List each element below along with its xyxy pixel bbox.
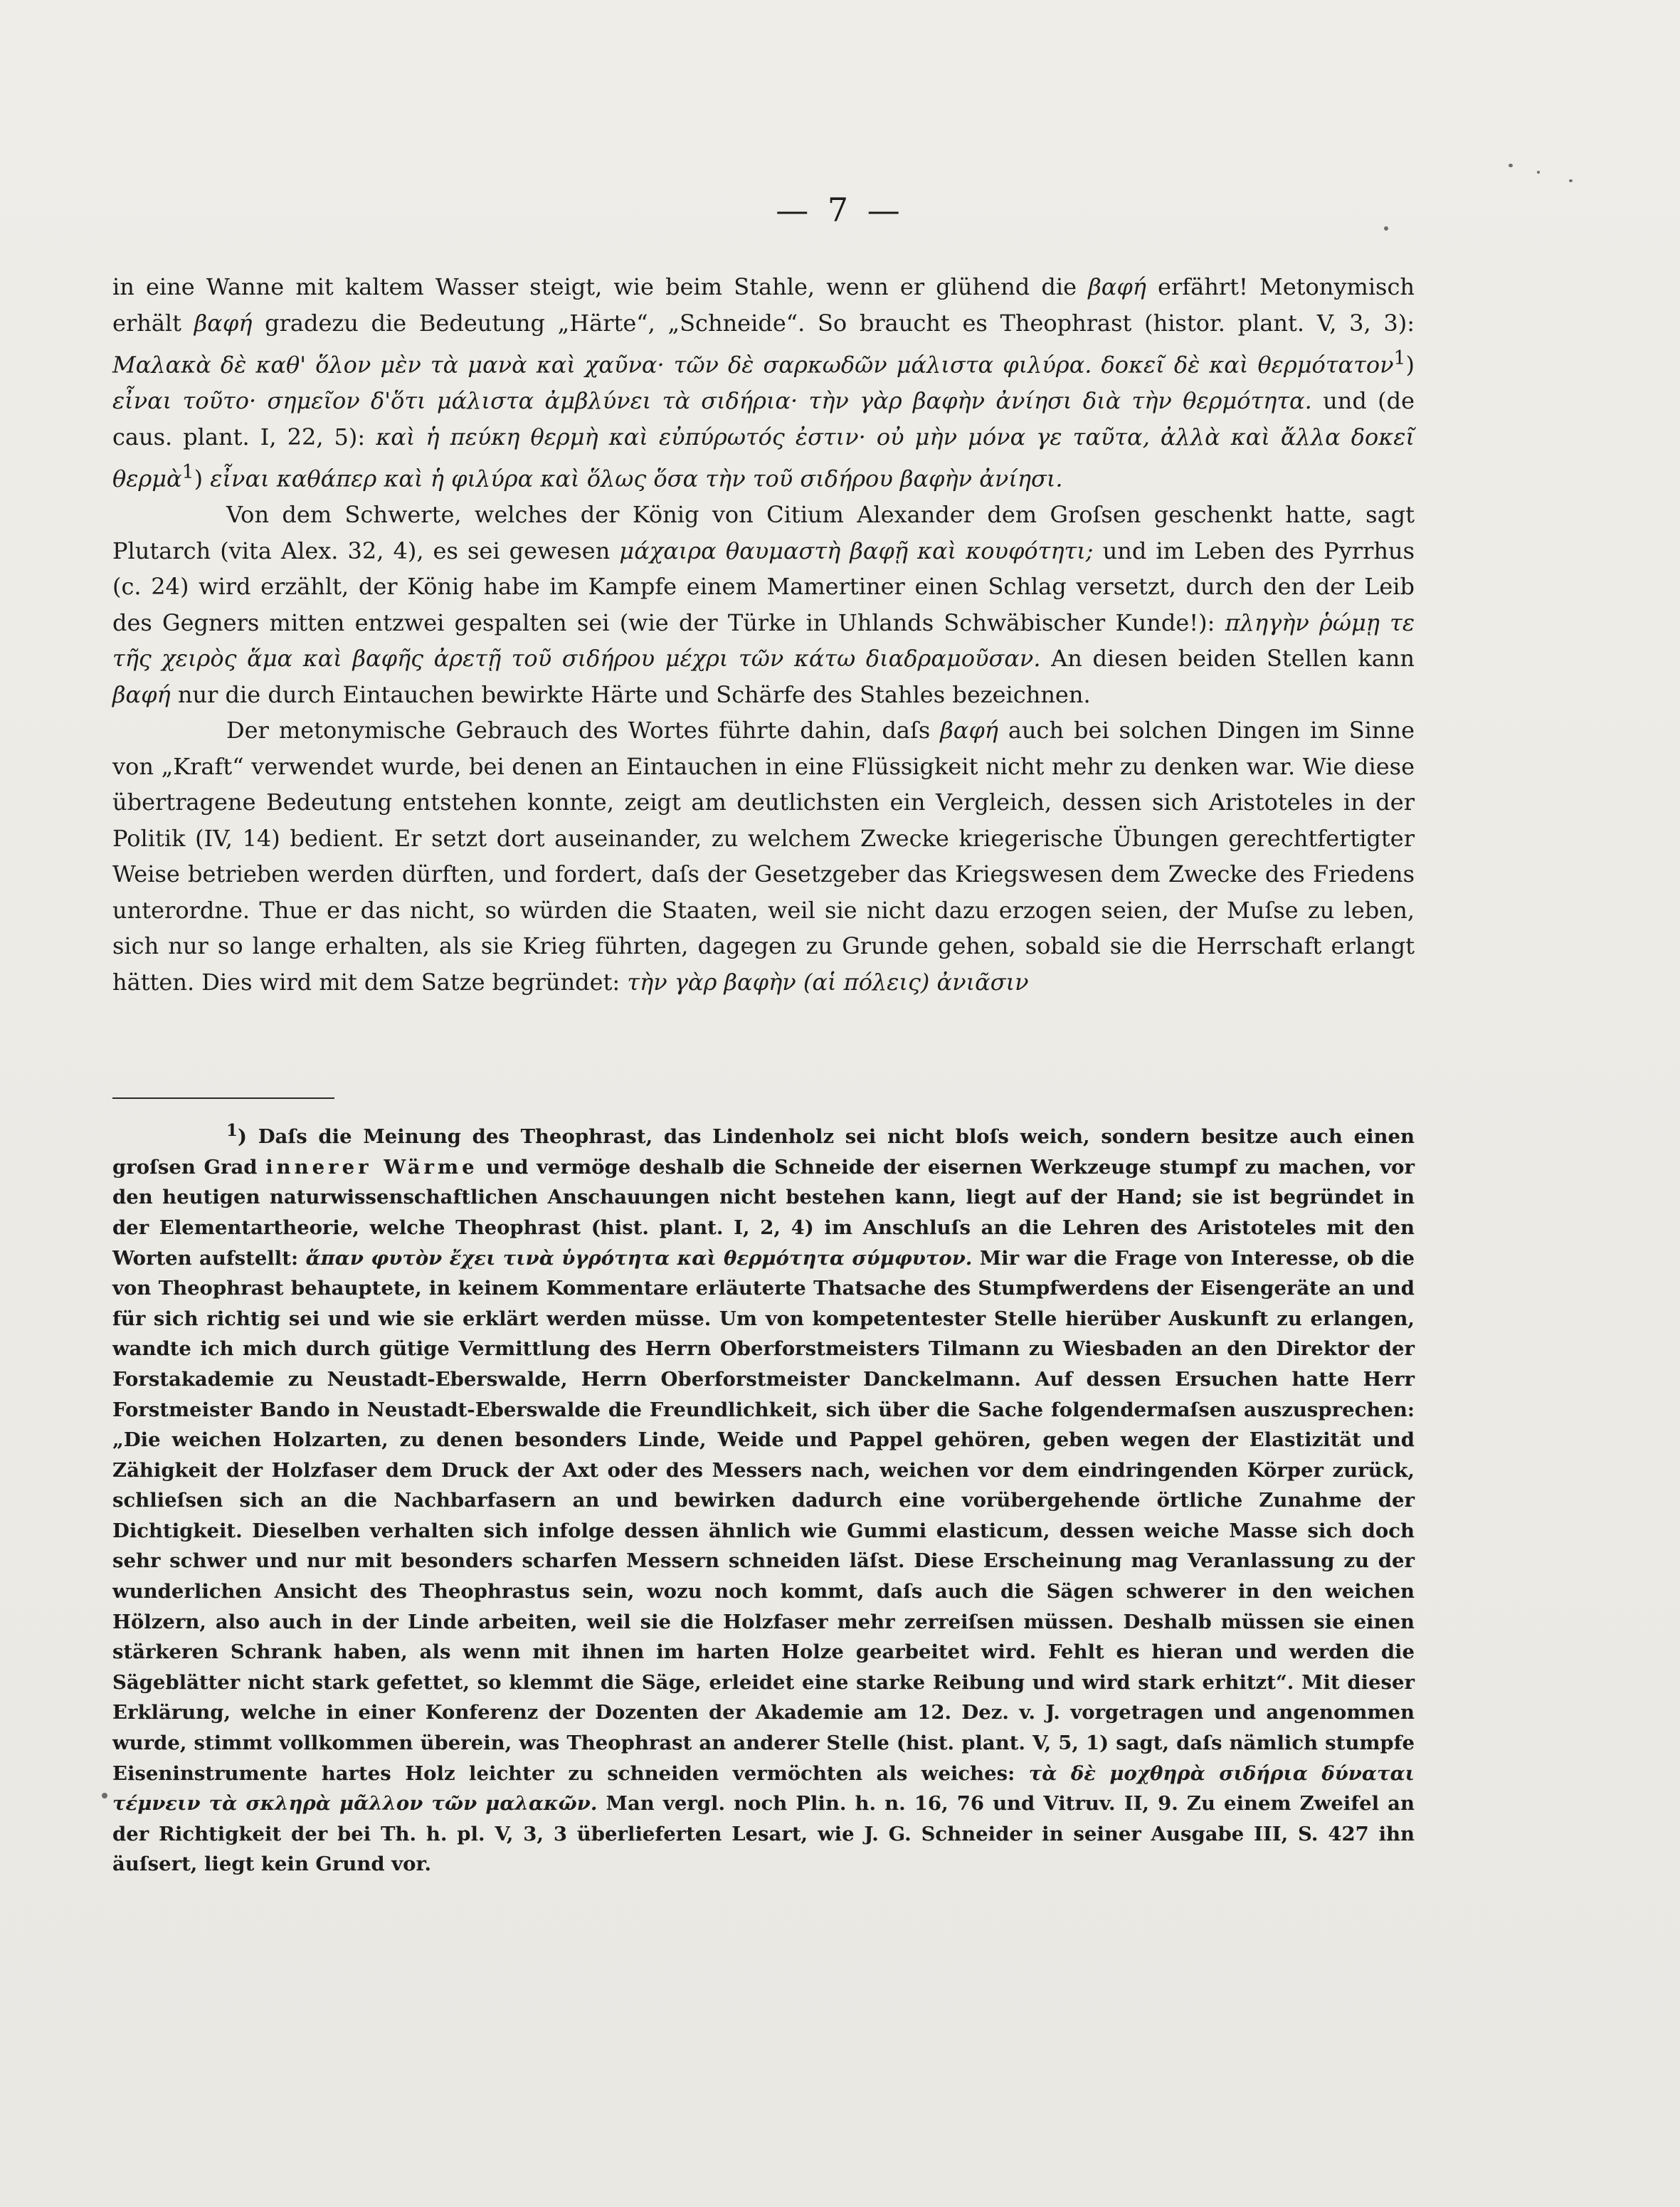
text-run: und vermöge deshalb die Schneide der eisernen Werkzeuge stumpf zu machen, vor den heutigen naturwissenschaftlichen Anschauungen nicht bestehen kann, liegt auf der Hand; sie ist begründet in der Elementartheorie, welche Theophrast (hist. plant. I, 2, 4) im Anschluſs an die Lehren des Aristoteles mit den Worten aufstellt: — [112, 1155, 1415, 1270]
greek-quote: τὴν γὰρ βαφὴν (αἱ πόλεις) ἀνιᾶσιν — [627, 968, 1029, 996]
text-run: ) — [1405, 351, 1415, 379]
greek-word: βαφή — [194, 309, 253, 337]
text-run: ) Daſs die Meinung des Theophrast, das Lindenholz sei nicht bloſs weich, sondern besitze auch einen groſsen Grad — [112, 1125, 1415, 1179]
text-run: Von dem Schwerte, welches der König von Citium Alexander dem Groſsen geschenkt hatte, sagt Plutarch (vita Alex. 32, 4), es sei gewesen — [112, 501, 1415, 564]
footnote-divider — [112, 1097, 334, 1099]
scan-speck — [1537, 171, 1540, 174]
text-run: nur die durch Eintauchen bewirkte Härte und Schärfe des Stahles bezeichnen. — [170, 680, 1091, 708]
paragraph-2 — [112, 497, 1415, 712]
greek-word: βαφή — [1088, 273, 1146, 300]
text-run: und (de caus. plant. I, 22, 5): — [112, 387, 1415, 451]
text-run: Mir war die Frage von Interesse, ob die von Theophrast behauptete, in keinem Kommentare erläuterte Thatsache des Stumpfwerdens der Eisengeräte an und für sich richtig sei und wie sie erklärt werden müsse. Um von kompetentester Stelle hierüber Auskunft zu erlangen, wandte ich mich durch gütige Vermittlung des Herrn Oberforstmeisters Tilmann zu Wiesbaden an den Direktor der Forstakademie zu Neustadt-Eberswalde, Herrn Oberforstmeister Danckelmann. Auf dessen Ersuchen hatte Herr Forstmeister Bando in Neustadt-Eberswalde die Freundlichkeit, sich über die Sache folgendermaſsen auszusprechen: „Die weichen Holzarten, zu denen besonders Linde, Weide und Pappel gehören, geben wegen der Elastizität und Zähigkeit der Holzfaser dem Druck der Axt oder des Messers nach, weichen vor dem eindringenden Körper zurück, schlieſsen sich an die Nachbarfasern an und bewirken dadurch eine vorübergehende örtliche Zunahme der Dichtigkeit. Dieselben verhalten sich infolge dessen ähnlich wie Gummi elasticum, dessen weiche Masse sich doch sehr schwer und nur mit besonders scharfen Messern schneiden läſst. Diese Erscheinung mag Veranlassung zu der wunderlichen Ansicht des Theophrastus sein, wozu noch kommt, daſs auch die Sägen schwerer in den weichen Hölzern, also auch in der Linde arbeiten, weil sie die Holzfaser mehr zerreiſsen müssen. Deshalb müssen sie einen stärkeren Schrank haben, als wenn mit ihnen im harten Holze gearbeitet wird. Fehlt es hieran und werden die Sägeblätter nicht stark gefettet, so klemmt die Säge, erleidet eine starke Reibung und wird stark erhitzt“. Mit dieser Erklärung, welche in einer Konferenz der Dozenten der Akademie am 12. Dez. v. J. vorgetragen und angenommen wurde, stimmt vollkommen überein, was Theophrast an anderer Stelle (hist. plant. V, 5, 1) sagt, daſs nämlich stumpfe Eiseninstrumente hartes Holz leichter zu schneiden vermöchten als weiches: — [112, 1246, 1415, 1785]
text-run: auch bei solchen Dingen im Sinne von „Kraft“ verwendet wurde, bei denen an Eintauchen in eine Flüssigkeit nicht mehr zu denken war. Wie diese übertragene Bedeutung entstehen konnte, zeigt am deutlichsten ein Vergleich, dessen sich Aristoteles in der Politik (IV, 14) bedient. Er setzt dort auseinander, zu welchem Zwecke kriegerische Übungen gerechtfertigter Weise betrieben werden dürften, und fordert, daſs der Gesetzgeber das Kriegswesen dem Zwecke des Friedens unterordne. Thue er das nicht, so würden die Staaten, weil sie nicht dazu erzogen seien, der Muſse zu leben, sich nur so lange erhalten, als sie Krieg führten, dagegen zu Grunde gehen, sobald sie die Herrschaft erlangt hätten. Dies wird mit dem Satze begründet: — [112, 717, 1415, 996]
page-number: — 7 — — [776, 191, 904, 229]
scan-speck — [102, 1793, 107, 1798]
greek-quote: ἅπαν φυτὸν ἔχει τινὰ ὑγρότητα καὶ θερμότητα σύμφυτον. — [305, 1246, 973, 1270]
greek-quote: εἶναι καθάπερ καὶ ἡ φιλύρα καὶ ὅλως ὅσα τὴν τοῦ σιδήρου βαφὴν ἀνίησι. — [210, 465, 1063, 493]
greek-quote: Μαλακὰ δὲ καθ' ὅλον μὲν τὰ μανὰ καὶ χαῦνα· τῶν δὲ σαρκωδῶν μάλιστα φιλύρα. δοκεῖ δὲ καὶ θερμότατον — [112, 351, 1394, 379]
text-run: erfährt! Metonymisch erhält — [112, 273, 1415, 337]
footnote-ref: 1 — [1393, 347, 1406, 369]
footnote-1 — [112, 1116, 1415, 1880]
text-run: in eine Wanne mit kaltem Wasser steigt, wie beim Stahle, wenn er glühend die — [112, 273, 1089, 300]
footnote-marker: 1 — [226, 1121, 238, 1140]
scan-speck — [1509, 164, 1513, 167]
greek-quote: τὰ δὲ μοχθηρὰ σιδήρια δύναται τέμνειν τὰ σκληρὰ μᾶλλον τῶν μαλακῶν. — [112, 1761, 1415, 1816]
footnote-section — [112, 1116, 1415, 1880]
text-run: Man vergl. noch Plin. h. n. 16, 76 und Vitruv. II, 9. Zu einem Zweifel an der Richtigkeit der bei Th. h. pl. V, 3, 3 überlieferten Lesart, wie J. G. Schneider in seiner Ausgabe III, S. 427 ihn äuſsert, liegt kein Grund vor. — [112, 1792, 1415, 1876]
text-run: und im Leben des Pyrrhus (c. 24) wird erzählt, der König habe im Kampfe einem Mamertiner einen Schlag versetzt, durch den der Leib des Gegners mitten entzwei gespalten sei (wie der Türke in Uhlands Schwäbischer Kunde!): — [112, 537, 1415, 636]
greek-word: βαφή — [940, 717, 998, 744]
emphasis-spaced: innerer Wärme — [265, 1155, 478, 1179]
footnote-ref: 1 — [181, 461, 194, 484]
paragraph-3 — [112, 712, 1415, 1000]
text-run: An diesen beiden Stellen kann — [1040, 645, 1415, 673]
paragraph-1 — [112, 269, 1415, 497]
greek-word: βαφή — [112, 680, 171, 708]
text-run: ) — [194, 465, 211, 493]
text-run: gradezu die Bedeutung „Härte“, „Schneide“. So braucht es Theophrast (histor. plant. V, 3, 3): — [252, 309, 1415, 337]
greek-quote: πληγὴν ῥώμῃ τε τῆς χειρὸς ἅμα καὶ βαφῆς ἀρετῇ τοῦ σιδήρου μέχρι τῶν κάτω διαδραμοῦσαν. — [112, 609, 1415, 673]
greek-quote: εἶναι τοῦτο· σημεῖον δ'ὅτι μάλιστα ἀμβλύνει τὰ σιδήρια· τὴν γὰρ βαφὴν ἀνίησι διὰ τὴν θερμότητα. — [112, 387, 1312, 415]
scan-speck — [1569, 179, 1573, 182]
greek-quote: μάχαιρα θαυμαστὴ βαφῇ καὶ κουφότητι; — [619, 537, 1094, 564]
scan-speck — [1384, 226, 1388, 231]
text-run: Der metonymische Gebrauch des Wortes führte dahin, daſs — [226, 717, 941, 744]
main-text — [112, 269, 1415, 1000]
greek-quote: καὶ ἡ πεύκη θερμὴ καὶ εὐπύρωτός ἐστιν· οὐ μὴν μόνα γε ταῦτα, ἀλλὰ καὶ ἄλλα δοκεῖ θερμὰ — [112, 423, 1415, 493]
